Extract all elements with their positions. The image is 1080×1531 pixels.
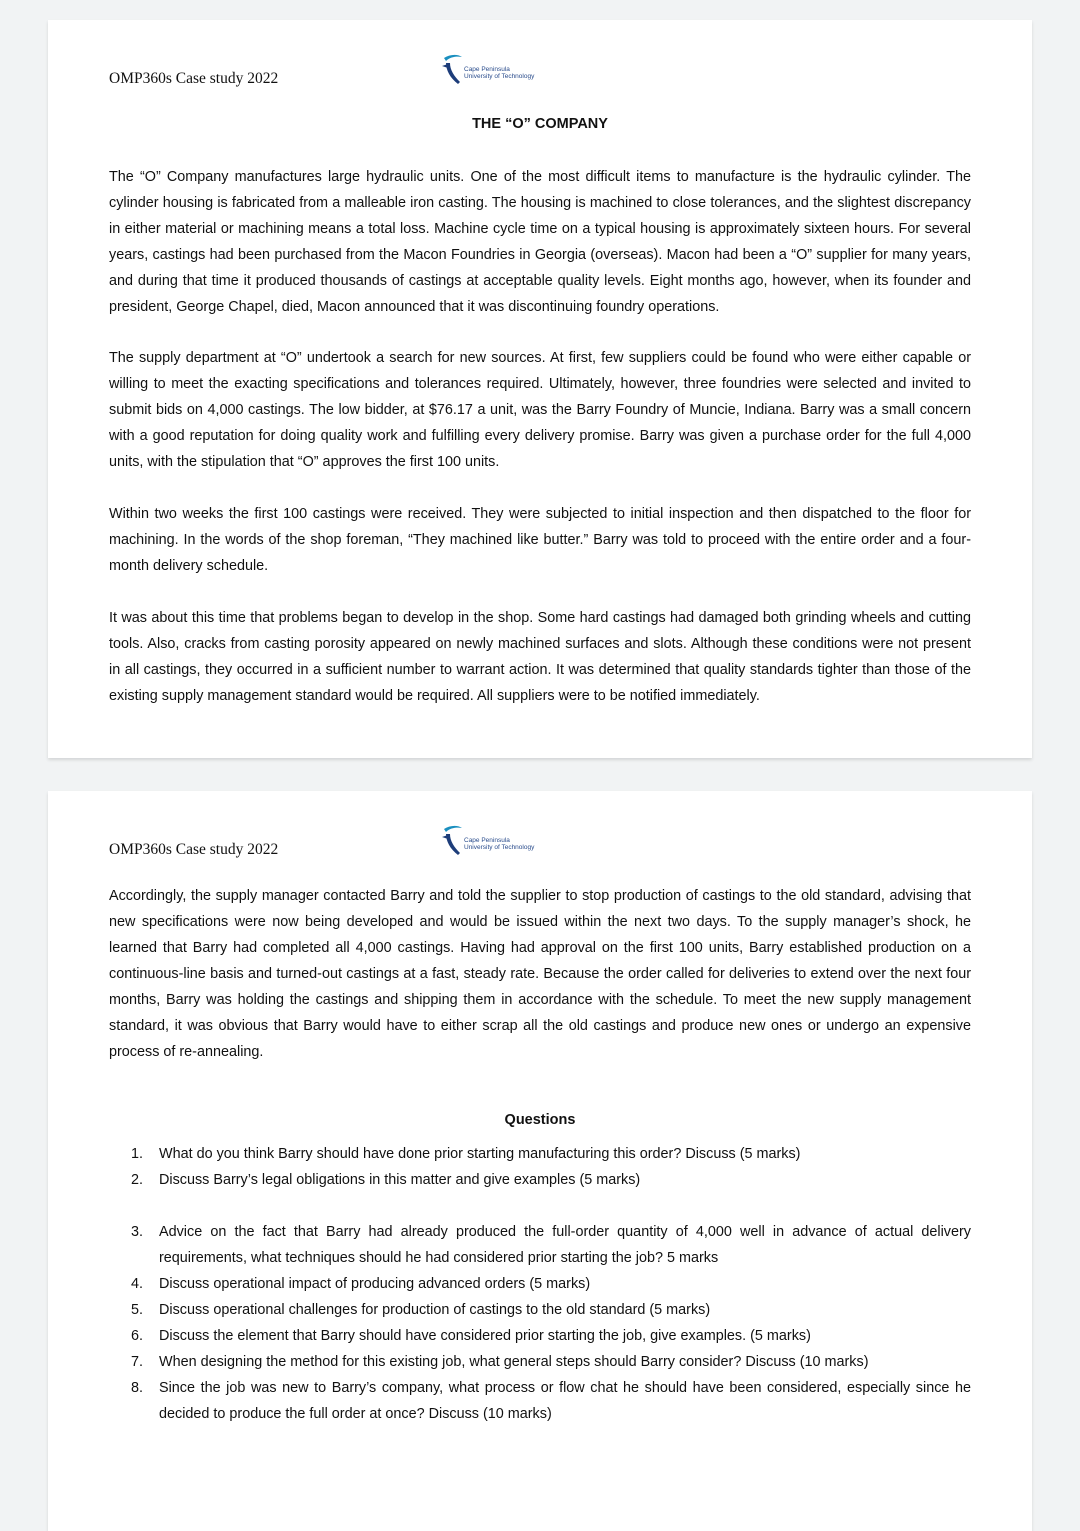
logo-line-2: University of Technology	[464, 844, 535, 851]
paragraph-4: It was about this time that problems began to develop in the shop. Some hard castings had damaged both grinding wheels and cutting tools. Also, cracks from casting porosity appeared on newly machined surfaces and slots. Although these conditions were not present in all castings, they occurred in a sufficient number to warrant action. It was determined that quality standards tighter than those of the existing supply management standard would be required. All suppliers were to be notified immediately.	[109, 610, 971, 704]
question-item	[131, 1349, 971, 1375]
logo-mark-icon	[440, 825, 466, 857]
question-item	[131, 1141, 971, 1167]
paragraph-5: Accordingly, the supply manager contacted Barry and told the supplier to stop production of castings to the old standard, advising that new specifications were now being developed and would be issued within the next two days. To the supply manager’s shock, he learned that Barry had completed all 4,000 castings. Having had approval on the first 100 units, Barry established production on a continuous-line basis and turned-out castings at a fast, steady rate. Because the order called for deliveries to extend over the next four months, Barry was holding the castings and shipping them in accordance with the schedule. To meet the new supply management standard, it was obvious that Barry would have to either scrap all the old castings and produce new ones or undergo an expensive process of re-annealing.	[109, 888, 971, 1060]
paragraph-3: Within two weeks the first 100 castings were received. They were subjected to initial inspection and then dispatched to the floor for machining. In the words of the shop foreman, “They machined like butter.” Barry was told to proceed with the entire order and a four-month delivery schedule.	[109, 506, 971, 574]
page-header-course: OMP360s Case study 2022	[109, 70, 279, 87]
question-number: 4.	[131, 1276, 144, 1292]
question-number: 7.	[131, 1354, 144, 1370]
document-page-2	[48, 791, 1032, 1531]
question-number: 2.	[131, 1172, 144, 1188]
question-number: 6.	[131, 1328, 144, 1344]
question-text: Discuss operational challenges for production of castings to the old standard (5 marks)	[159, 1302, 711, 1318]
question-text: Discuss operational impact of producing advanced orders (5 marks)	[159, 1276, 591, 1292]
logo-line-2: University of Technology	[464, 73, 535, 80]
question-text: Discuss Barry’s legal obligations in this matter and give examples (5 marks)	[159, 1172, 641, 1188]
question-number: 1.	[131, 1146, 144, 1162]
logo-mark-icon	[440, 54, 466, 86]
case-title: THE “O” COMPANY	[472, 116, 608, 132]
question-item	[131, 1323, 971, 1349]
question-item	[131, 1271, 971, 1297]
logo-text	[464, 66, 534, 80]
question-text: Since the job was new to Barry’s company, what process or flow chat he should have been considered, especially since he decided to produce the full order at once? Discuss (10 marks)	[159, 1380, 971, 1422]
question-text: What do you think Barry should have done prior starting manufacturing this order? Discuss (5 marks)	[159, 1146, 801, 1162]
logo-line-1: Cape Peninsula	[464, 66, 510, 73]
paragraph-2: The supply department at “O” undertook a search for new sources. At first, few suppliers could be found who were either capable or willing to meet the exacting specifications and tolerances required. Ultimately, however, three foundries were selected and invited to submit bids on 4,000 castings. The low bidder, at $76.17 a unit, was the Barry Foundry of Muncie, Indiana. Barry was a small concern with a good reputation for doing quality work and fulfilling every delivery promise. Barry was given a purchase order for the full 4,000 units, with the stipulation that “O” approves the first 100 units.	[109, 350, 971, 470]
page-header-course: OMP360s Case study 2022	[109, 841, 279, 858]
question-text: When designing the method for this existing job, what general steps should Barry consider? Discuss (10 marks)	[159, 1354, 869, 1370]
paragraph-1: The “O” Company manufactures large hydraulic units. One of the most difficult items to manufacture is the hydraulic cylinder. The cylinder housing is fabricated from a malleable iron casting. The housing is machined to close tolerances, and the slightest discrepancy in either material or machining means a total loss. Machine cycle time on a typical housing is approximately sixteen hours. For several years, castings had been purchased from the Macon Foundries in Georgia (overseas). Macon had been a “O” supplier for many years, and during that time it produced thousands of castings at acceptable quality levels. Eight months ago, however, when its founder and president, George Chapel, died, Macon announced that it was discontinuing foundry operations.	[109, 169, 971, 315]
question-item	[131, 1375, 971, 1427]
questions-heading: Questions	[504, 1112, 576, 1128]
question-item	[131, 1167, 971, 1193]
document-page-1	[48, 20, 1032, 758]
question-number: 5.	[131, 1302, 144, 1318]
university-logo	[440, 54, 560, 94]
logo-line-1: Cape Peninsula	[464, 837, 510, 844]
question-number: 3.	[131, 1224, 144, 1240]
question-item	[131, 1297, 971, 1323]
question-number: 8.	[131, 1380, 144, 1396]
question-text: Advice on the fact that Barry had already produced the full-order quantity of 4,000 well in advance of actual delivery requirements, what techniques should he had considered prior starting the job? 5 marks	[159, 1224, 971, 1266]
logo-text	[464, 837, 534, 851]
question-text: Discuss the element that Barry should have considered prior starting the job, give examples. (5 marks)	[159, 1328, 811, 1344]
university-logo	[440, 825, 560, 865]
question-item	[131, 1219, 971, 1271]
